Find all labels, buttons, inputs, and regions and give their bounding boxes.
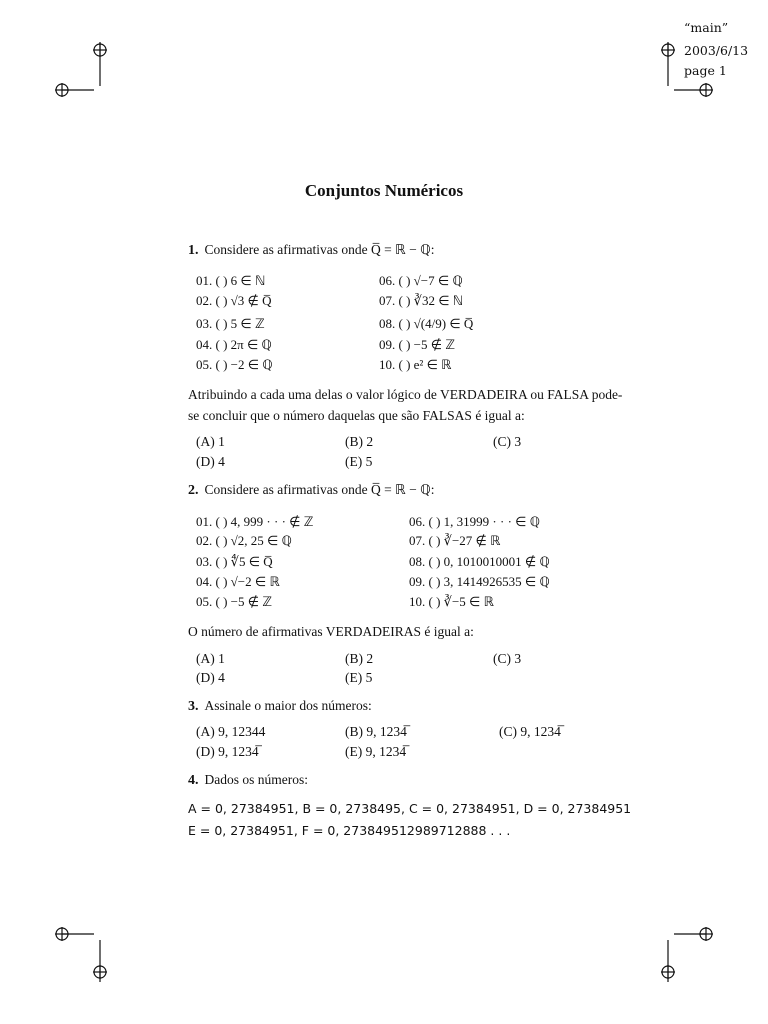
q2-statement	[188, 482, 435, 499]
q2-item-01: 01. ( ) 4, 999 · · · ∉ ℤ	[196, 514, 314, 529]
q4-number: 4.	[188, 773, 199, 788]
q1-item-01: 01. ( ) 6 ∈ ℕ	[196, 273, 266, 288]
q2-item-06: 06. ( ) 1, 31999 · · · ∈ ℚ	[409, 514, 540, 529]
q1-option-c: (C) 3	[493, 434, 522, 449]
q4-text: Dados os números:	[204, 772, 308, 787]
q2-option-a: (A) 1	[196, 651, 225, 666]
q3-option-b: (B) 9, 1234̅	[345, 724, 407, 739]
q2-item-08: 08. ( ) 0, 1010010001 ∉ ℚ	[409, 554, 550, 569]
q1-option-b: (B) 2	[345, 434, 374, 449]
q3-text: Assinale o maior dos números:	[204, 698, 372, 713]
q3-number: 3.	[188, 699, 199, 714]
q2-option-b: (B) 2	[345, 651, 374, 666]
q1-item-03: 03. ( ) 5 ∈ ℤ	[196, 316, 265, 331]
q1-item-04: 04. ( ) 2π ∈ ℚ	[196, 337, 272, 352]
q1-statement	[188, 242, 435, 259]
q1-option-d: (D) 4	[196, 454, 225, 469]
header-page: page 1	[684, 63, 727, 78]
header-date: 2003/6/13	[684, 43, 749, 58]
q1-number: 1.	[188, 243, 199, 258]
q1-paragraph-line1: Atribuindo a cada uma delas o valor lógico de VERDADEIRA ou FALSA pode-	[188, 387, 623, 402]
q4-numbers-line2: E = 0, 27384951, F = 0, 273849512989712888 . . .	[188, 823, 511, 838]
q1-option-a: (A) 1	[196, 434, 225, 449]
q3-option-e: (E) 9, 1234̅	[345, 744, 407, 759]
q3-option-c: (C) 9, 1234̅	[499, 724, 561, 739]
q2-text: Considere as afirmativas onde Q̅ = ℝ − ℚ:	[204, 482, 435, 497]
q4-statement	[188, 772, 308, 789]
header-main: “main”	[684, 20, 729, 35]
q2-item-05: 05. ( ) −5 ∉ ℤ	[196, 594, 272, 609]
q2-item-09: 09. ( ) 3, 1414926535 ∈ ℚ	[409, 574, 550, 589]
q1-item-07: 07. ( ) ∛32 ∈ ℕ	[379, 293, 464, 308]
q2-item-02: 02. ( ) √2, 25 ∈ ℚ	[196, 533, 292, 548]
q2-item-10: 10. ( ) ∛−5 ∈ ℝ	[409, 594, 494, 609]
q3-statement	[188, 698, 372, 715]
q4-numbers-line1: A = 0, 27384951, B = 0, 2738495, C = 0, 27384951, D = 0, 27384951	[188, 801, 632, 816]
q2-number: 2.	[188, 483, 199, 498]
q1-item-06: 06. ( ) √−7 ∈ ℚ	[379, 273, 463, 288]
q2-item-07: 07. ( ) ∛−27 ∉ ℝ	[409, 533, 501, 548]
page-title: Conjuntos Numéricos	[304, 181, 464, 200]
q2-option-c: (C) 3	[493, 651, 522, 666]
q2-option-d: (D) 4	[196, 670, 225, 685]
q1-option-e: (E) 5	[345, 454, 373, 469]
q1-paragraph-line2: se concluir que o número daquelas que são FALSAS é igual a:	[188, 408, 525, 423]
q1-item-05: 05. ( ) −2 ∈ ℚ	[196, 357, 273, 372]
q3-option-d: (D) 9, 1234̅	[196, 744, 259, 759]
q1-item-08: 08. ( ) √(4/9) ∈ Q̅	[379, 316, 474, 331]
q1-item-10: 10. ( ) e² ∈ ℝ	[379, 357, 452, 372]
q3-option-a: (A) 9, 12344	[196, 724, 266, 739]
q2-option-e: (E) 5	[345, 670, 373, 685]
q2-item-03: 03. ( ) ∜5 ∈ Q̅	[196, 554, 273, 569]
q1-item-02: 02. ( ) √3 ∉ Q̅	[196, 293, 272, 308]
q2-item-04: 04. ( ) √−2 ∈ ℝ	[196, 574, 280, 589]
q1-item-09: 09. ( ) −5 ∉ ℤ	[379, 337, 455, 352]
q1-text: Considere as afirmativas onde Q̅ = ℝ − ℚ:	[204, 242, 435, 257]
q2-paragraph: O número de afirmativas VERDADEIRAS é igual a:	[188, 624, 474, 639]
